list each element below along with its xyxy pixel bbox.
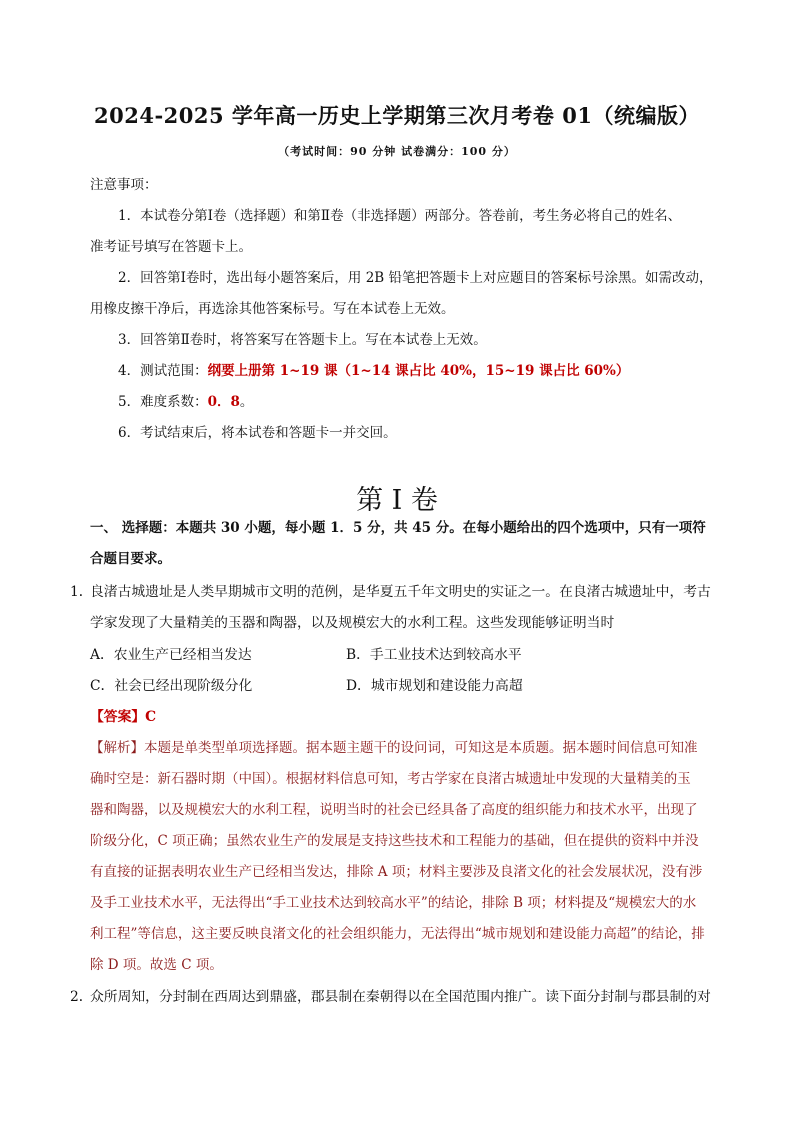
question-1-analysis-line-2: 确时空是：新石器时期（中国）。根据材料信息可知，考古学家在良渚古城遗址中发现的大量精美的玉: [90, 771, 691, 787]
test-scope: 纲要上册第 1~19 课（1~14 课占比 40%，15~19 课占比 60%）: [207, 363, 630, 379]
exam-info: （考试时间：90 分钟 试卷满分：100 分）: [278, 145, 516, 158]
difficulty-value: 0．8: [207, 394, 240, 410]
page-title: 2024-2025 学年高一历史上学期第三次月考卷 01（统编版）: [94, 103, 700, 128]
question-1-option-a: A．农业生产已经相当发达: [90, 647, 252, 663]
question-1-option-d: D．城市规划和建设能力高超: [346, 678, 523, 694]
question-1-analysis-line-1: 【解析】本题是单类型单项选择题。据本题主题干的设问词，可知这是本质题。据本题时间信息可知准: [90, 740, 698, 756]
question-2-stem-line-1: 众所周知，分封制在西周达到鼎盛，郡县制在秦朝得以在全国范围内推广。读下面分封制与郡县制的对: [90, 989, 711, 1005]
notice-item-1-line-2: 准考证号填写在答题卡上。: [90, 239, 252, 255]
notice-heading: 注意事项：: [90, 177, 158, 193]
question-1-analysis-line-5: 有直接的证据表明农业生产已经相当发达，排除 A 项；材料主要涉及良渚文化的社会发展状况，没有涉: [90, 864, 703, 880]
section-title: 第 I 卷: [356, 485, 438, 516]
question-1-analysis-line-6: 及手工业技术水平，无法得出“手工业技术达到较高水平”的结论，排除 B 项；材料提及“规模宏大的水: [90, 895, 697, 911]
notice-item-4-prefix: 4．测试范围：: [118, 363, 208, 379]
notice-item-2-line-2: 用橡皮擦干净后，再选涂其他答案标号。写在本试卷上无效。: [90, 301, 455, 317]
notice-item-5: [118, 393, 253, 411]
question-1-answer: 【答案】C: [90, 709, 157, 725]
notice-item-5-suffix: 。: [239, 394, 254, 410]
question-1-number: 1．: [70, 584, 93, 600]
question-1-analysis-line-8: 除 D 项。故选 C 项。: [90, 957, 223, 973]
question-1-stem-line-1: 良渚古城遗址是人类早期城市文明的范例，是华夏五千年文明史的实证之一。在良渚古城遗址中，考古: [90, 584, 711, 600]
question-1-option-c: C．社会已经出现阶级分化: [90, 678, 253, 694]
question-1-analysis-line-3: 器和陶器，以及规模宏大的水利工程，说明当时的社会已经具备了高度的组织能力和技术水平，出现了: [90, 802, 698, 818]
question-1-analysis-line-4: 阶级分化，C 项正确；虽然农业生产的发展是支持这些技术和工程能力的基础，但在提供的资料中并没: [90, 833, 699, 849]
section-instructions-line-2: 合题目要求。: [90, 551, 171, 567]
notice-item-5-prefix: 5．难度系数：: [118, 394, 208, 410]
question-1-stem-line-2: 学家发现了大量精美的玉器和陶器，以及规模宏大的水利工程。这些发现能够证明当时: [90, 615, 615, 631]
question-2-number: 2．: [70, 989, 93, 1005]
notice-item-4: [118, 362, 629, 380]
notice-item-3: 3．回答第Ⅱ卷时，将答案写在答题卡上。写在本试卷上无效。: [118, 332, 487, 348]
notice-item-6: 6．考试结束后，将本试卷和答题卡一并交回。: [118, 425, 397, 441]
section-instructions-line-1: 一、 选择题：本题共 30 小题，每小题 1．5 分，共 45 分。在每小题给出的四个选项中，只有一项符: [90, 520, 706, 536]
notice-item-1-line-1: 1．本试卷分第Ⅰ卷（选择题）和第Ⅱ卷（非选择题）两部分。答卷前，考生务必将自己的姓名、: [118, 208, 682, 224]
question-1-option-b: B．手工业技术达到较高水平: [346, 647, 522, 663]
question-1-analysis-line-7: 利工程”等信息，这主要反映良渚文化的社会组织能力，无法得出“城市规划和建设能力高超”的结论，排: [90, 926, 705, 942]
notice-item-2-line-1: 2．回答第Ⅰ卷时，选出每小题答案后，用 2B 铅笔把答题卡上对应题目的答案标号涂黑。如需改动，: [118, 270, 713, 286]
